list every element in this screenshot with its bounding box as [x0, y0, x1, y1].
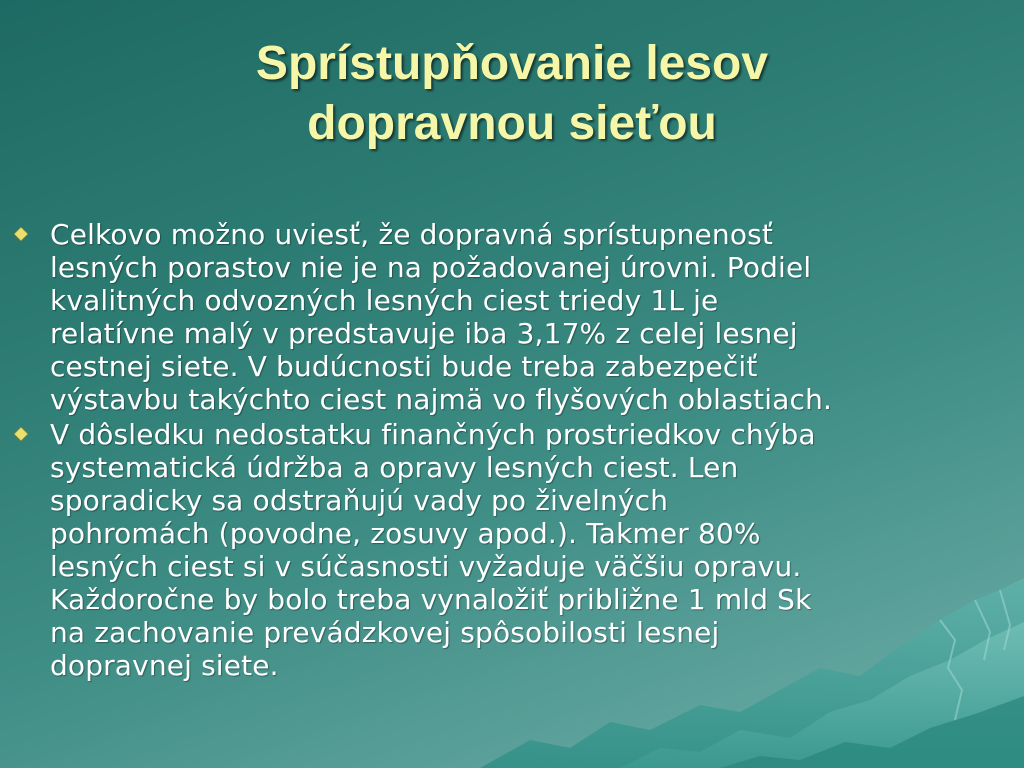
slide-title-line-1: Sprístupňovanie lesov [255, 37, 769, 90]
bullet-line: systematická údržba a opravy lesných ciest. Len [50, 451, 739, 484]
diamond-bullet-icon [14, 427, 28, 441]
bullet-line: sporadicky sa odstraňujú vady po živelných [50, 484, 669, 517]
bullet-list [14, 218, 1014, 684]
bullet-item [14, 218, 1014, 416]
bullet-item [14, 418, 1014, 682]
bullet-line: kvalitných odvozných lesných ciest triedy 1L je [50, 284, 719, 317]
bullet-line: výstavbu takýchto ciest najmä vo flyšových oblastiach. [50, 383, 833, 416]
slide-title [0, 34, 1024, 154]
bullet-line: na zachovanie prevádzkovej spôsobilosti lesnej [50, 616, 720, 649]
bullet-line: Každoročne by bolo treba vynaložiť približne 1 mld Sk [50, 583, 812, 616]
bullet-line: cestnej siete. V budúcnosti bude treba zabezpečiť [50, 350, 758, 383]
bullet-line: V dôsledku nedostatku finančných prostriedkov chýba [50, 418, 816, 451]
bullet-line: pohromách (povodne, zosuvy apod.). Takmer 80% [50, 517, 761, 550]
slide-title-line-2: dopravnou sieťou [307, 97, 717, 150]
bullet-line: relatívne malý v predstavuje iba 3,17% z celej lesnej [50, 317, 798, 350]
bullet-line: dopravnej siete. [50, 649, 279, 682]
bullet-line: Celkovo možno uviesť, že dopravná sprístupnenosť [50, 218, 773, 251]
bullet-line: lesných ciest si v súčasnosti vyžaduje väčšiu opravu. [50, 550, 802, 583]
bullet-line: lesných porastov nie je na požadovanej úrovni. Podiel [50, 251, 812, 284]
diamond-bullet-icon [14, 227, 28, 241]
